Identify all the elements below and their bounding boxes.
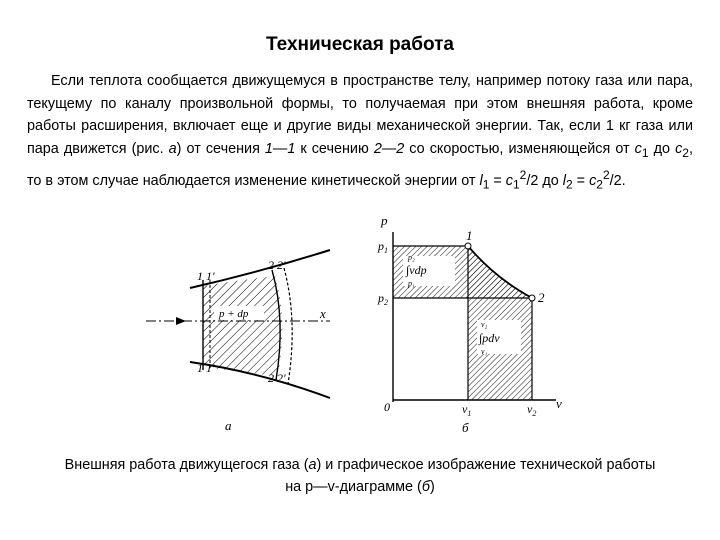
label-int-pdv-bottom: v₁ — [481, 347, 488, 356]
figure-b-label: б — [462, 420, 469, 435]
label-v1: $v_1$ — [462, 402, 472, 418]
label-x: x — [320, 306, 326, 321]
point-1 — [465, 243, 471, 249]
figure-a-label: а — [225, 418, 232, 433]
label-int-pdv-top: v₂ — [481, 320, 488, 329]
label-22-top: 2 2' — [268, 258, 286, 272]
label-point-1: 1 — [466, 228, 473, 243]
page-title: Техническая работа — [266, 34, 454, 55]
axis-p-label: p — [381, 213, 388, 228]
axis-v-label: v — [556, 396, 562, 411]
label-p1: $p_1$ — [378, 239, 388, 255]
point-2 — [529, 295, 535, 301]
label-v2: $v_2$ — [527, 402, 537, 418]
label-int-vdp-top: p₂ — [408, 253, 415, 262]
label-int-vdp: ∫vdp — [406, 263, 427, 277]
label-int-pdv: ∫pdv — [479, 331, 500, 345]
label-11-bottom: 1 1' — [197, 361, 215, 375]
label-origin: 0 — [384, 400, 390, 414]
body-paragraph: Если теплота сообщается движущемуся в пространстве телу, например потоку газа или пара, текущему по каналу произвольной формы, то получаемая при этом внешняя работа, кроме работы расширения, включает еще и другие виды механической энергии. Так, если 1 кг газа или пара движется (рис. а) от сечения 1—1 к сечению 2—2 со скоростью, изменяющейся от $c_1$ до $c_2$, то в этом случае наблюдается изменение кинетической энергии от $l_1 = c_1^2/2$ до $l_2 = c_2^2/2$. — [27, 73, 693, 192]
label-22-bottom: 2 2' — [268, 371, 286, 385]
label-p2: $p_2$ — [378, 291, 388, 307]
figure-caption: Внешняя работа движущегося газа (а) и графическое изображение технической работы на p—v-диаграмме (б) — [64, 457, 656, 495]
label-point-2: 2 — [538, 290, 545, 305]
label-p-dp: p + dp — [219, 308, 249, 320]
label-int-vdp-bottom: p₁ — [408, 279, 415, 288]
label-11-top: 1 1' — [197, 269, 215, 283]
